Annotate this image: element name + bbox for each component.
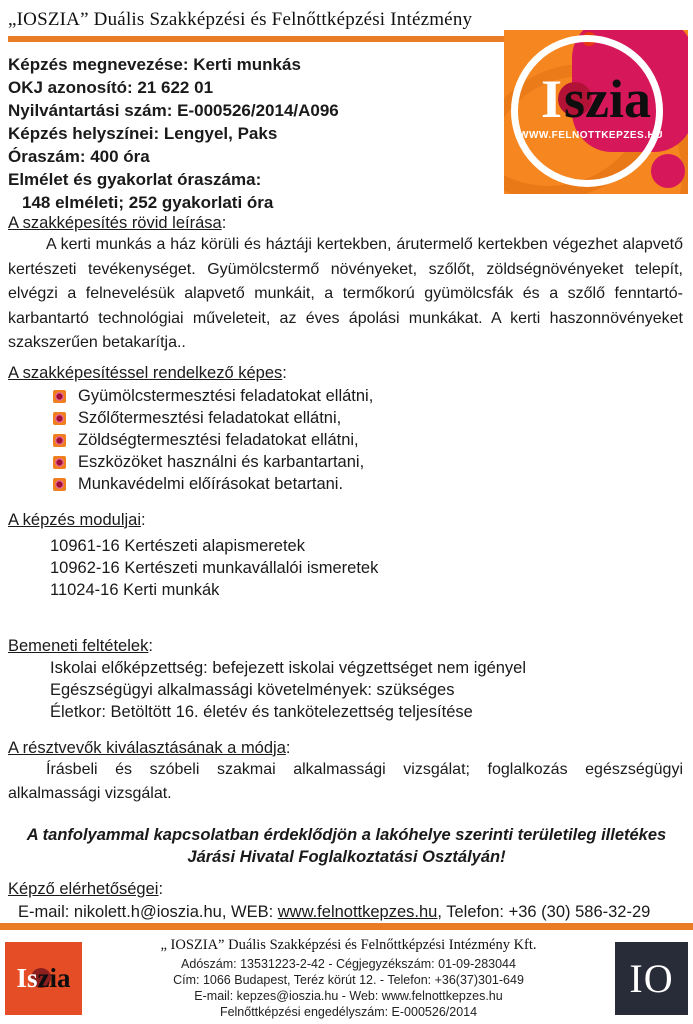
logo-wordmark: Iszia [540,69,651,129]
list-item-label: Szőlőtermesztési feladatokat ellátni, [78,409,342,427]
section-heading-contact: Képző elérhetőségei: [8,879,164,898]
requirement-item: Iskolai előképzettség: befejezett iskolai végzettséget nem igényel [50,658,527,677]
module-item: 10961-16 Kertészeti alapismeretek [50,536,305,555]
list-item [53,474,683,496]
list-item-label: Munkavédelmi előírásokat betartani. [78,475,344,493]
requirement-item: Egészségügyi alkalmassági követelmények: szükséges [50,680,455,699]
list-item [53,386,683,408]
capabilities-list [53,386,683,496]
course-locations: Képzés helyszínei: Lengyel, Paks [8,124,278,143]
list-item-label: Zöldségtermesztési feladatokat ellátni, [78,431,359,449]
contact-email-text: E-mail: nikolett.h@ioszia.hu, WEB: [18,902,278,921]
section-heading-selection: A résztvevők kiválasztásának a módja: [8,738,291,757]
section-heading-requirements: Bemeneti feltételek: [8,636,153,655]
module-item: 11024-16 Kerti munkák [50,580,220,599]
footer-license-line: Felnőttképzési engedélyszám: E-000526/2014 [219,1004,478,1019]
logo-magenta-dot [651,154,685,188]
list-item [53,430,683,452]
io-monogram-logo: IO [615,942,688,1015]
ioszia-bullet-icon [53,456,66,469]
footer-address-line: Cím: 1066 Budapest, Teréz körút 12. - Telefon: +36(37)301-649 [173,972,524,987]
contact-line [18,901,683,923]
logo-website-text: WWW.FELNOTTKEPZES.HU [519,130,663,141]
ioszia-bullet-icon [53,390,66,403]
footer-ioszia-logo: I s zia [5,942,82,1015]
footer-block [0,923,693,1024]
contact-phone-text: Telefon: +36 (30) 586-32-29 [441,902,651,921]
section-heading-modules: A képzés moduljai: [8,510,146,529]
module-item: 10962-16 Kertészeti munkavállalói ismeretek [50,558,379,577]
footer-company-info [82,937,615,1020]
description-paragraph: A kerti munkás a ház körüli és háztáji kertekben, árutermelő kertekben végezhet alapvető kertészeti tevékenységet. Gyümölcstermő növényeket, szőlőt, zöldségnövényeket telepít, elvégzi a felnevelésük alapvető munkáit, a termőkorú gyümölcsfák és a szőlő fenntartó-karbantartó technológiai műveleteit, az éves ápolási munkákat. A kerti haszonnövényeket szakszerűen betakarítja.. [8,236,683,351]
theory-practice-hours: 148 elméleti; 252 gyakorlati óra [22,193,274,212]
section-heading-capabilities: A szakképesítéssel rendelkező képes: [8,363,287,382]
institution-title: „IOSZIA” Duális Szakképzési és Felnőttképzési Intézmény [8,9,473,30]
requirement-item: Életkor: Betöltött 16. életév és tankötelezettség teljesítése [50,702,473,721]
footer-company-name: „ IOSZIA” Duális Szakképzési és Felnőttképzési Intézmény Kft. [160,936,537,953]
ioszia-logo [504,30,688,194]
footer-email-web-line: E-mail: kepzes@ioszia.hu - Web: www.felnottkepzes.hu [194,988,503,1003]
list-item [53,408,683,430]
selection-paragraph: Írásbeli és szóbeli szakmai alkalmassági vizsgálat; foglalkozás egészségügyi alkalmassági vizsgálat. [8,760,683,802]
footer [0,930,693,1024]
requirements-list [50,657,683,723]
ioszia-bullet-icon [53,412,66,425]
list-item-label: Gyümölcstermesztési feladatokat ellátni, [78,387,374,405]
header-orange-rule [8,36,505,42]
list-item [53,452,683,474]
course-hours: Óraszám: 400 óra [8,147,150,166]
footer-orange-rule [0,923,693,930]
course-name: Képzés megnevezése: Kerti munkás [8,55,301,74]
okj-id: OKJ azonosító: 21 622 01 [8,78,214,97]
ioszia-bullet-icon [53,434,66,447]
district-office-notice: A tanfolyammal kapcsolatban érdeklődjön a lakóhelye szerinti területileg illetékes Járási Hivatal Foglalkoztatási Osztályán! [26,825,667,866]
web-link[interactable]: www.felnottkepzes.hu, [277,902,442,921]
modules-list [50,535,683,601]
footer-tax-line: Adószám: 13531223-2-42 - Cégjegyzékszám: 01-09-283044 [181,956,516,971]
ioszia-bullet-icon [53,478,66,491]
section-heading-description: A szakképesítés rövid leírása: [8,214,227,232]
list-item-label: Eszközöket használni és karbantartani, [78,453,365,471]
registration-number: Nyilvántartási szám: E-000526/2014/A096 [8,101,339,120]
theory-practice-label: Elmélet és gyakorlat óraszáma: [8,170,262,189]
